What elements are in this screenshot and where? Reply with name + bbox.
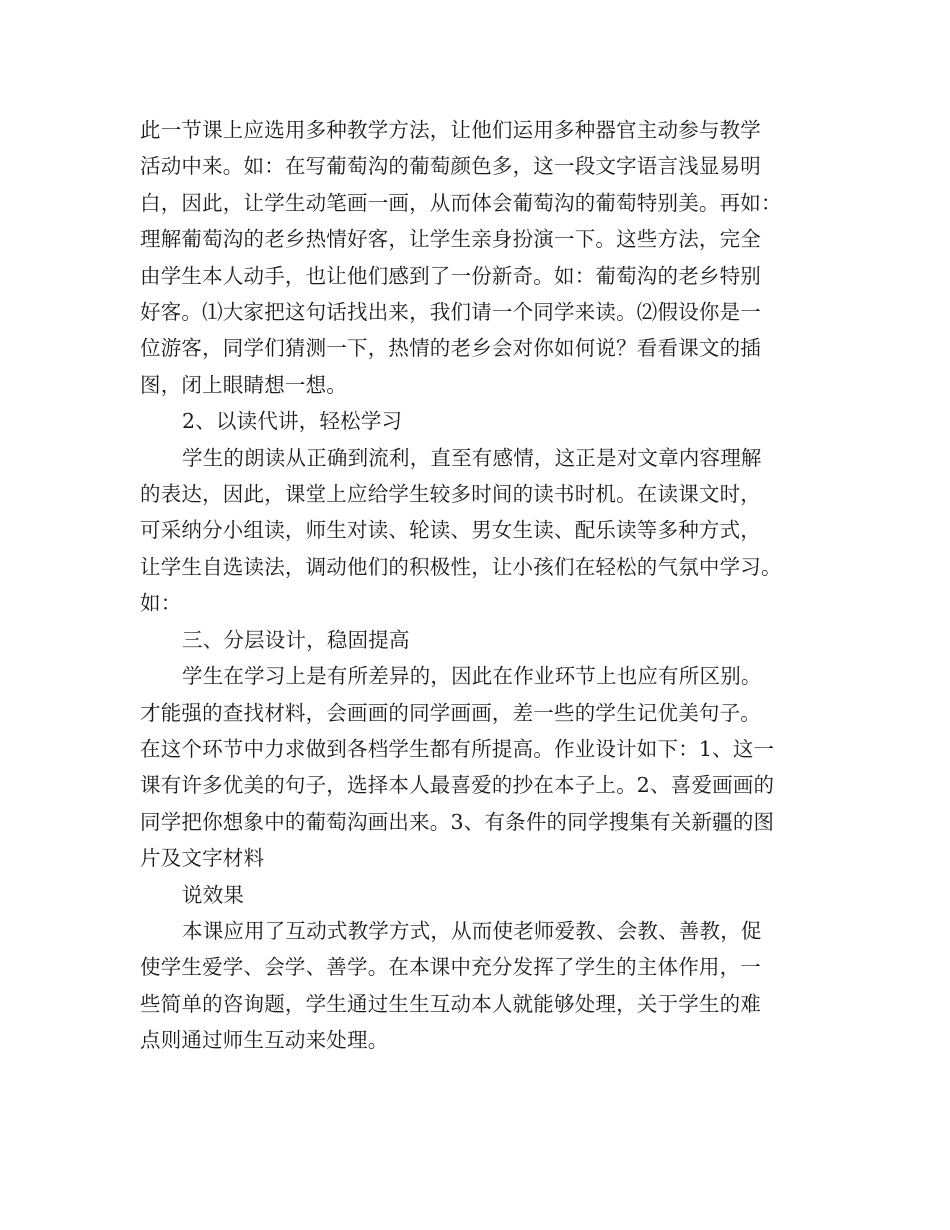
text-line: 学生在学习上是有所差异的，因此在作业环节上也应有所区别。: [182, 664, 762, 689]
text-line: 使学生爱学、会学、善学。在本课中充分发挥了学生的主体作用，一: [140, 955, 761, 980]
text-line: 此一节课上应选用多种教学方法，让他们运用多种器官主动参与教学: [140, 118, 761, 142]
text-line: 好客。⑴大家把这句话找出来，我们请一个同学来读。⑵假设你是一: [140, 300, 761, 325]
document-page: [140, 112, 815, 1059]
text-line: 本课应用了互动式教学方式，从而使老师爱教、会教、善教，促: [182, 918, 762, 943]
text-line: 可采纳分小组读，师生对读、轮读、男女生读、配乐读等多种方式，: [140, 518, 761, 543]
paragraph-effect: [140, 913, 815, 1059]
heading-line: 2、以读代讲，轻松学习: [182, 409, 403, 434]
text-line: 让学生自选读法，调动他们的积极性，让小孩们在轻松的气氛中学习。: [140, 554, 782, 579]
section-heading-read-instead-of-lecture: [140, 403, 815, 439]
text-line: 图，闭上眼睛想一想。: [140, 372, 347, 397]
heading-line: 三、分层设计，稳固提高: [182, 627, 410, 652]
text-line: 片及文字材料: [140, 846, 265, 871]
text-line: 由学生本人动手，也让他们感到了一份新奇。如：葡萄沟的老乡特别: [140, 263, 761, 288]
text-line: 学生的朗读从正确到流利，直至有感情，这正是对文章内容理解: [182, 445, 762, 470]
text-line: 理解葡萄沟的老乡热情好客，让学生亲身扮演一下。这些方法，完全: [140, 227, 761, 252]
text-line: 如：: [140, 591, 182, 616]
section-heading-layered-design: [140, 622, 815, 658]
text-line: 在这个环节中力求做到各档学生都有所提高。作业设计如下：1、这一: [140, 736, 775, 761]
paragraph-homework-design: [140, 658, 815, 876]
text-line: 些简单的咨询题，学生通过生生互动本人就能够处理，关于学生的难: [140, 991, 761, 1016]
section-heading-effect: [140, 877, 815, 913]
text-line: 白，因此，让学生动笔画一画，从而体会葡萄沟的葡萄特别美。再如：: [140, 190, 782, 215]
heading-line: 说效果: [182, 882, 245, 907]
text-line: 活动中来。如：在写葡萄沟的葡萄颜色多，这一段文字语言浅显易明: [140, 154, 761, 179]
text-line: 才能强的查找材料，会画画的同学画画，差一些的学生记优美句子。: [140, 700, 761, 725]
text-line: 同学把你想象中的葡萄沟画出来。3、有条件的同学搜集有关新疆的图: [140, 809, 775, 834]
text-line: 课有许多优美的句子，选择本人最喜爱的抄在本子上。2、喜爱画画的: [140, 773, 775, 798]
text-line: 位游客，同学们猜测一下，热情的老乡会对你如何说？看看课文的插: [140, 336, 761, 361]
text-line: 点则通过师生互动来处理。: [140, 1028, 389, 1053]
paragraph-reading-aloud: [140, 440, 815, 622]
text-line: 的表达，因此，课堂上应给学生较多时间的读书时机。在读课文时，: [140, 482, 761, 507]
paragraph-teaching-methods: [140, 112, 815, 403]
